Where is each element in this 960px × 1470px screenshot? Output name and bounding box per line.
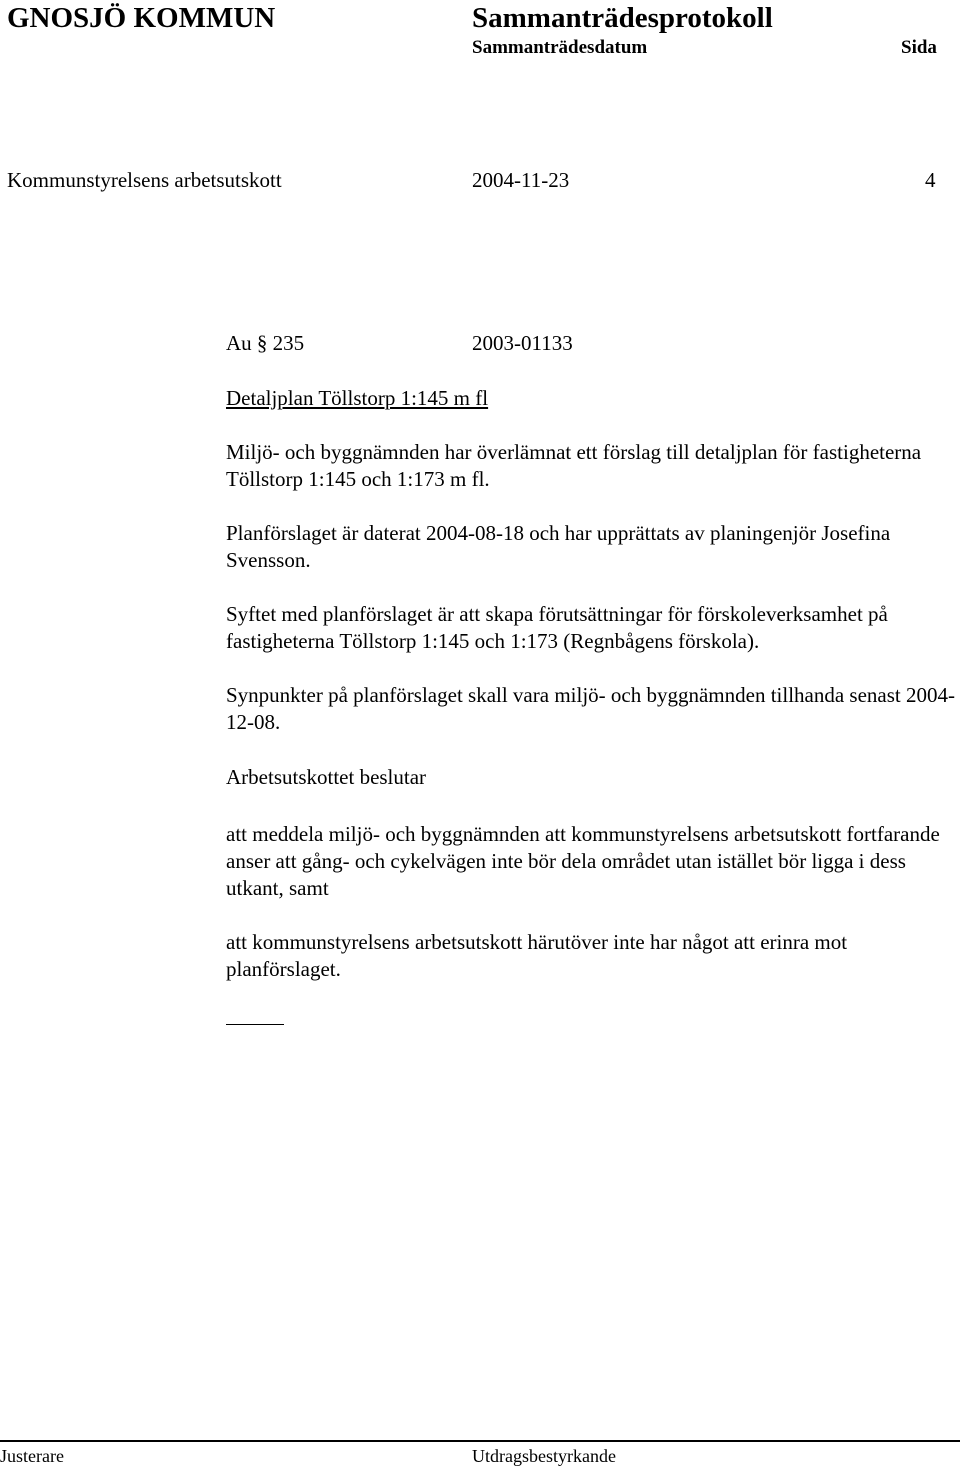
- organization-name: GNOSJÖ KOMMUN: [7, 2, 276, 34]
- page-label: Sida: [901, 37, 937, 58]
- case-reference-row: [226, 330, 956, 357]
- meeting-date: 2004-11-23: [472, 168, 570, 192]
- page-number: 4: [925, 168, 936, 192]
- end-line: [226, 1023, 284, 1025]
- au-number: Au § 235: [226, 331, 305, 355]
- committee-name: Kommunstyrelsens arbetsutskott: [7, 168, 282, 192]
- paragraph-3: Syftet med planförslaget är att skapa förutsättningar för förskoleverksamhet på fastigheterna Töllstorp 1:145 och 1:173 (Regnbågens förskola).: [226, 602, 888, 653]
- paragraph-4: Synpunkter på planförslaget skall vara miljö- och byggnämnden tillhanda senast 2004-12-08.: [226, 683, 955, 734]
- meeting-date-label: Sammanträdesdatum: [472, 37, 648, 58]
- paragraph-1: Miljö- och byggnämnden har överlämnat ett förslag till detaljplan för fastigheterna Töllstorp 1:145 och 1:173 m fl.: [226, 440, 922, 491]
- decision-heading: Arbetsutskottet beslutar: [226, 765, 427, 789]
- footer-adjuster-label: Justerare: [0, 1446, 64, 1466]
- paragraph-2: Planförslaget är daterat 2004-08-18 och har upprättats av planingenjör Josefina Svensson.: [226, 521, 891, 572]
- footer-divider: [0, 1440, 960, 1442]
- decision-item-1: att meddela miljö- och byggnämnden att kommunstyrelsens arbetsutskott fortfarande anser att gång- och cykelvägen inte bör dela området utan istället bör ligga i dess utkant, samt: [226, 822, 940, 900]
- case-title: Detaljplan Töllstorp 1:145 m fl: [226, 386, 489, 410]
- protocol-content: [226, 330, 956, 1025]
- decision-item-2: att kommunstyrelsens arbetsutskott härutöver inte har något att erinra mot planförslaget.: [226, 930, 848, 981]
- footer-certified-copy-label: Utdragsbestyrkande: [472, 1446, 616, 1466]
- case-number: 2003-01133: [472, 331, 573, 355]
- document-type: Sammanträdesprotokoll: [472, 2, 773, 34]
